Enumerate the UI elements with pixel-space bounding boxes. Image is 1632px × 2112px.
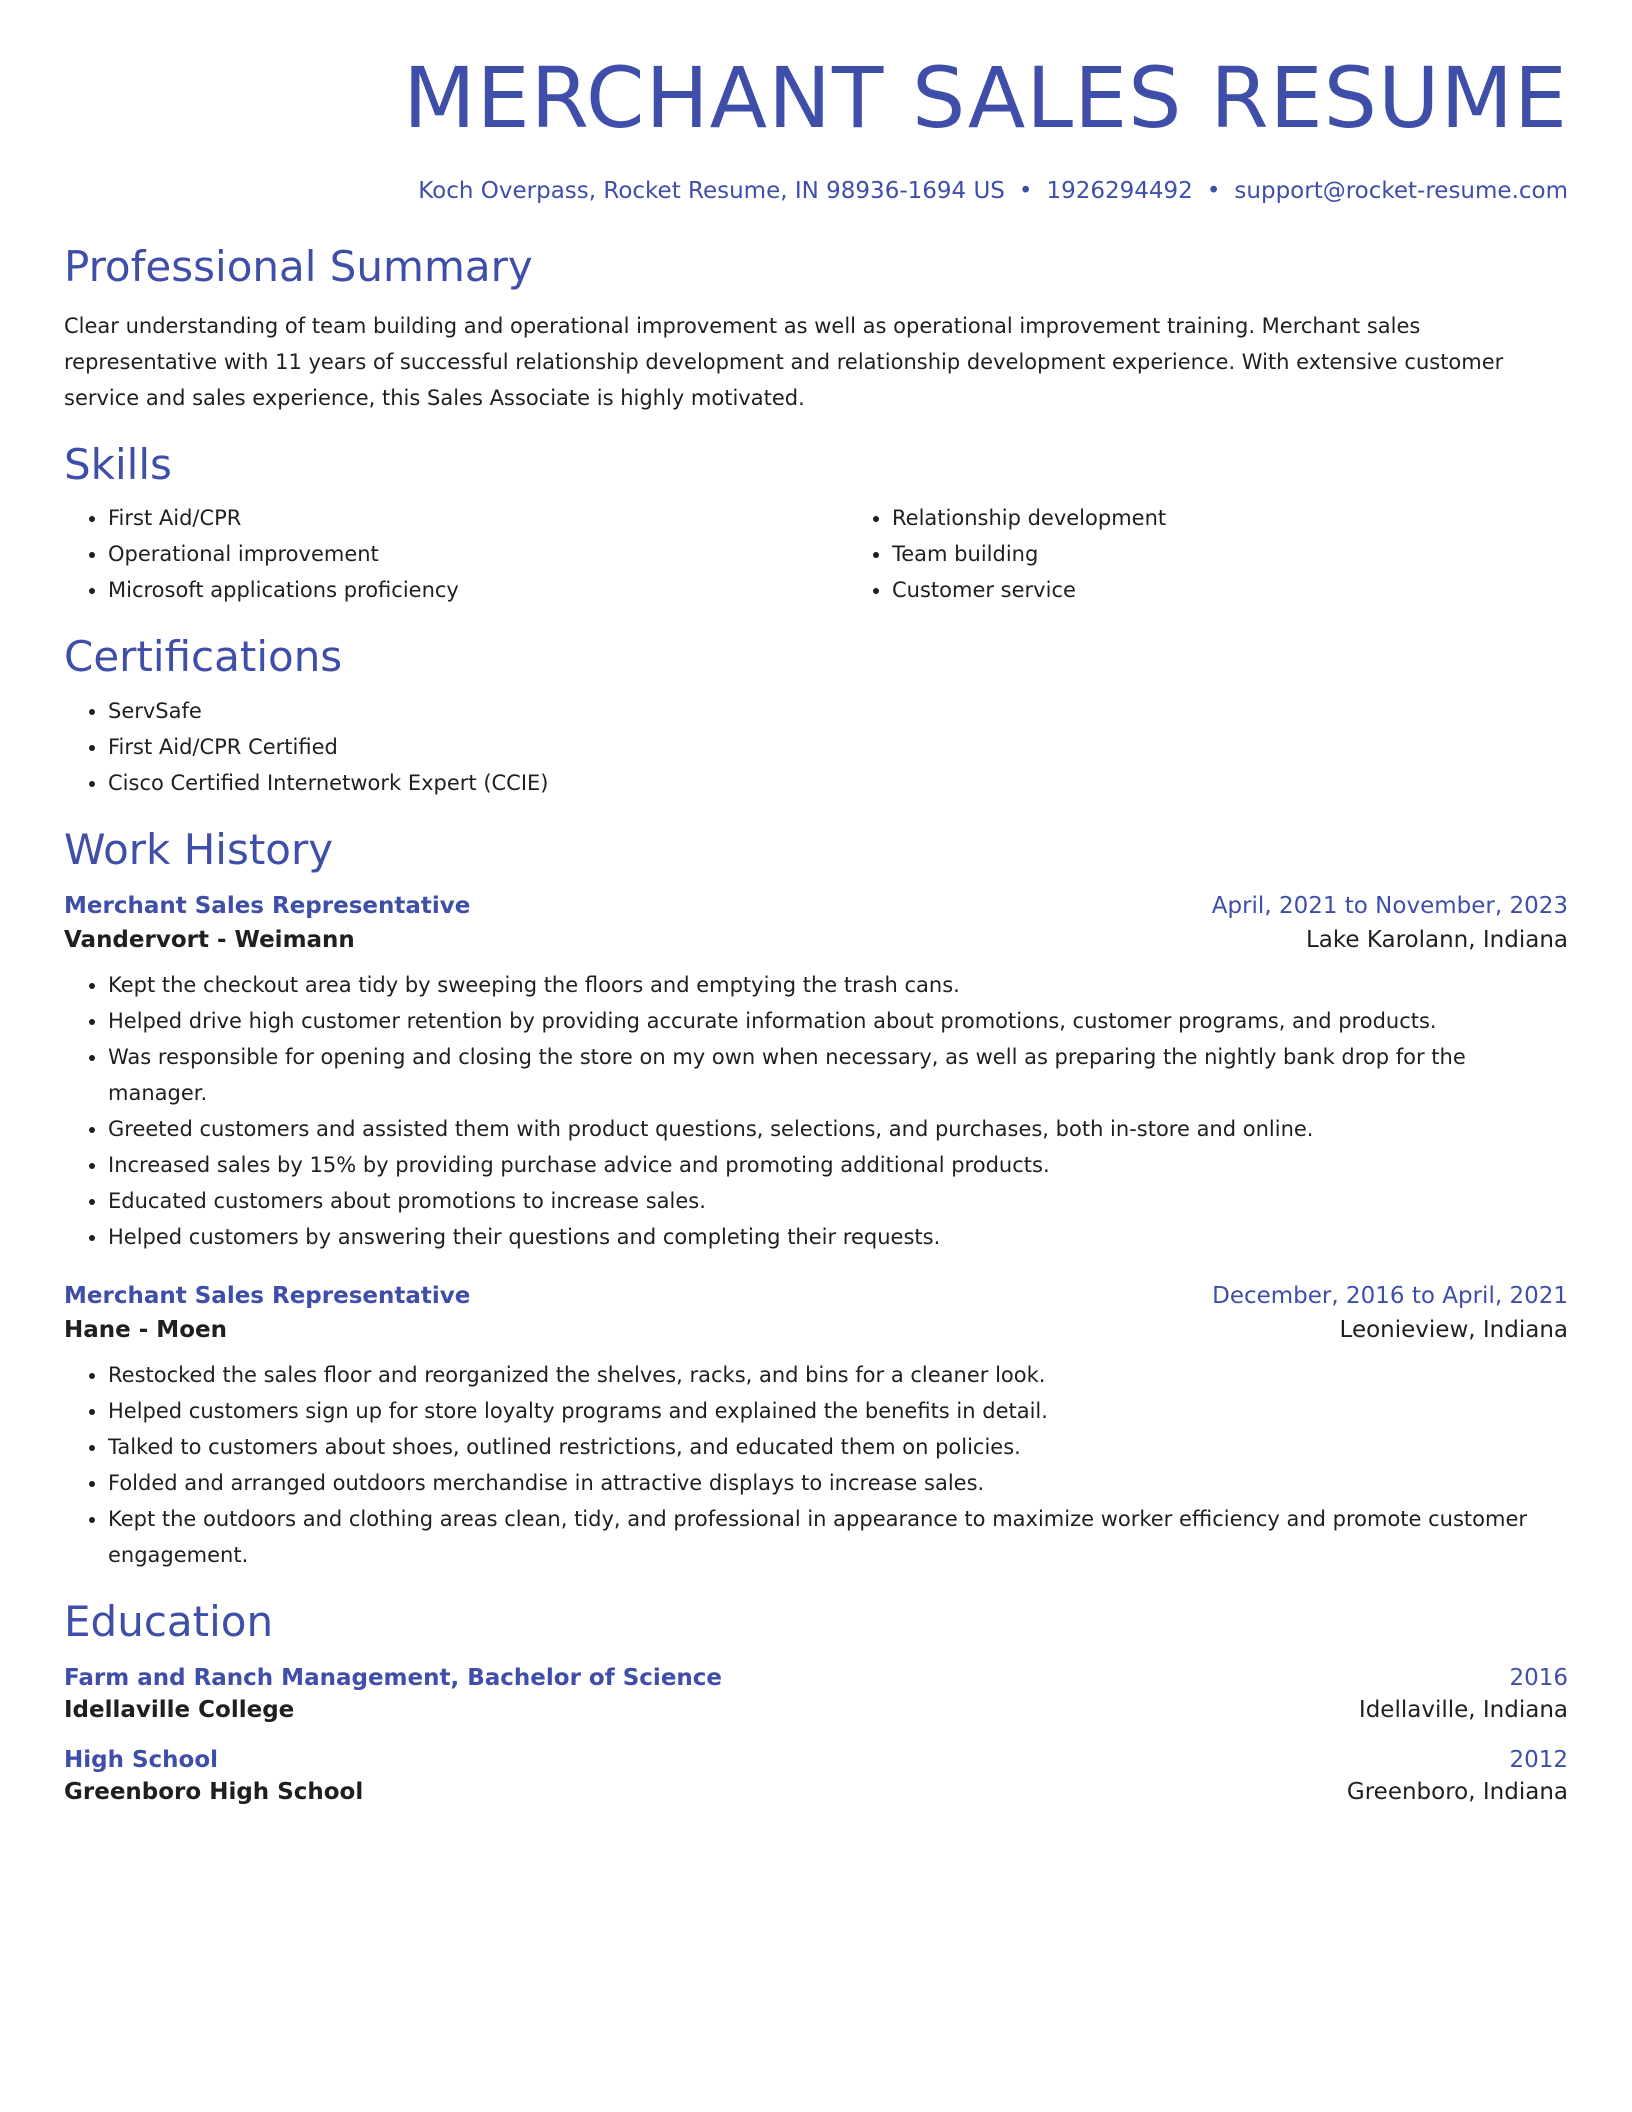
job-duty: • Helped customers sign up for store loyalty programs and explained the benefits in detail. — [108, 1393, 1568, 1429]
job-duty: • Helped customers by answering their questions and completing their requests. — [108, 1219, 1568, 1255]
skill-item: • Relationship development — [892, 500, 1632, 536]
job-title: Merchant Sales Representative — [64, 1282, 471, 1309]
education-entry — [64, 1747, 1568, 1805]
job-entry — [64, 893, 1568, 1255]
job-duty: • Educated customers about promotions to increase sales. — [108, 1183, 1568, 1219]
job-duty: • Folded and arranged outdoors merchandise in attractive displays to increase sales. — [108, 1465, 1568, 1501]
education-degree: High School — [64, 1746, 219, 1773]
summary-section — [64, 244, 1568, 416]
job-company-row — [64, 927, 1568, 953]
job-dates: December, 2016 to April, 2021 — [1212, 1282, 1568, 1309]
education-year: 2012 — [1509, 1746, 1568, 1773]
job-company-row — [64, 1317, 1568, 1343]
certification-item: • First Aid/CPR Certified — [108, 729, 1568, 765]
job-dates: April, 2021 to November, 2023 — [1211, 892, 1568, 919]
skill-item: • Team building — [892, 536, 1632, 572]
job-duty: • Increased sales by 15% by providing purchase advice and promoting additional products. — [108, 1147, 1568, 1183]
skill-item: • Operational improvement — [108, 536, 848, 572]
section-heading-education: Education — [64, 1596, 274, 1646]
job-duty: • Kept the outdoors and clothing areas clean, tidy, and professional in appearance to maximize worker efficiency and promote customer engagement. — [108, 1501, 1568, 1573]
job-header-row — [64, 1283, 1568, 1309]
education-header-row — [64, 1747, 1568, 1773]
job-duty: • Restocked the sales floor and reorganized the shelves, racks, and bins for a cleaner look. — [108, 1357, 1568, 1393]
section-heading-certifications: Certifications — [64, 632, 343, 682]
education-header-row — [64, 1665, 1568, 1691]
job-duty: • Greeted customers and assisted them with product questions, selections, and purchases, both in-store and online. — [108, 1111, 1568, 1147]
section-heading-skills: Skills — [64, 440, 172, 490]
skills-list-right — [848, 500, 1632, 608]
education-school: Greenboro High School — [64, 1778, 364, 1805]
education-section — [64, 1596, 1568, 1805]
education-year: 2016 — [1509, 1664, 1568, 1691]
section-heading-summary: Professional Summary — [64, 242, 533, 291]
job-duties-list — [64, 1357, 1568, 1573]
phone: 1926294492 — [1046, 178, 1193, 204]
job-duty: • Talked to customers about shoes, outlined restrictions, and educated them on policies. — [108, 1429, 1568, 1465]
education-school-row — [64, 1779, 1568, 1805]
separator-dot: • — [1018, 178, 1033, 204]
education-entry — [64, 1665, 1568, 1723]
certification-item: • Cisco Certified Internetwork Expert (CCIE) — [108, 765, 1568, 801]
job-entry — [64, 1283, 1568, 1573]
resume-title: MERCHANT SALES RESUME — [403, 49, 1568, 147]
skills-list-left — [64, 500, 848, 608]
email-link[interactable]: support@rocket-resume.com — [1234, 178, 1568, 204]
education-school-row — [64, 1697, 1568, 1723]
education-degree: Farm and Ranch Management, Bachelor of Science — [64, 1664, 723, 1691]
job-company: Vandervort - Weimann — [64, 926, 355, 953]
skills-grid — [64, 500, 1568, 608]
education-location: Idellaville, Indiana — [1358, 1696, 1568, 1723]
job-duty: • Was responsible for opening and closing the store on my own when necessary, as well as preparing the nightly bank drop for the manager. — [108, 1039, 1568, 1111]
education-school: Idellaville College — [64, 1696, 295, 1723]
work-history-section — [64, 824, 1568, 1573]
job-duties-list — [64, 967, 1568, 1255]
skill-item: • Microsoft applications proficiency — [108, 572, 848, 608]
contact-line — [64, 178, 1568, 204]
separator-dot: • — [1206, 178, 1221, 204]
job-header-row — [64, 893, 1568, 919]
job-company: Hane - Moen — [64, 1316, 227, 1343]
certification-item: • ServSafe — [108, 693, 1568, 729]
skills-section — [64, 442, 1568, 608]
skill-item: • First Aid/CPR — [108, 500, 848, 536]
certifications-list — [64, 693, 1568, 801]
job-duty: • Helped drive high customer retention by providing accurate information about promotions, customer programs, and products. — [108, 1003, 1568, 1039]
certifications-section — [64, 634, 1568, 800]
job-location: Lake Karolann, Indiana — [1305, 926, 1568, 953]
skill-item: • Customer service — [892, 572, 1632, 608]
job-location: Leonieview, Indiana — [1339, 1316, 1568, 1343]
summary-text: Clear understanding of team building and operational improvement as well as operational improvement training. Merchant sales representative with 11 years of successful relationship development and relationship development experience. With extensive customer service and sales experience, this Sales Associate is highly motivated. — [64, 314, 1504, 411]
job-title: Merchant Sales Representative — [64, 892, 471, 919]
address: Koch Overpass, Rocket Resume, IN 98936-1694 US — [418, 178, 1005, 204]
education-location: Greenboro, Indiana — [1346, 1778, 1568, 1805]
job-duty: • Kept the checkout area tidy by sweeping the floors and emptying the trash cans. — [108, 967, 1568, 1003]
section-heading-work-history: Work History — [64, 824, 334, 874]
